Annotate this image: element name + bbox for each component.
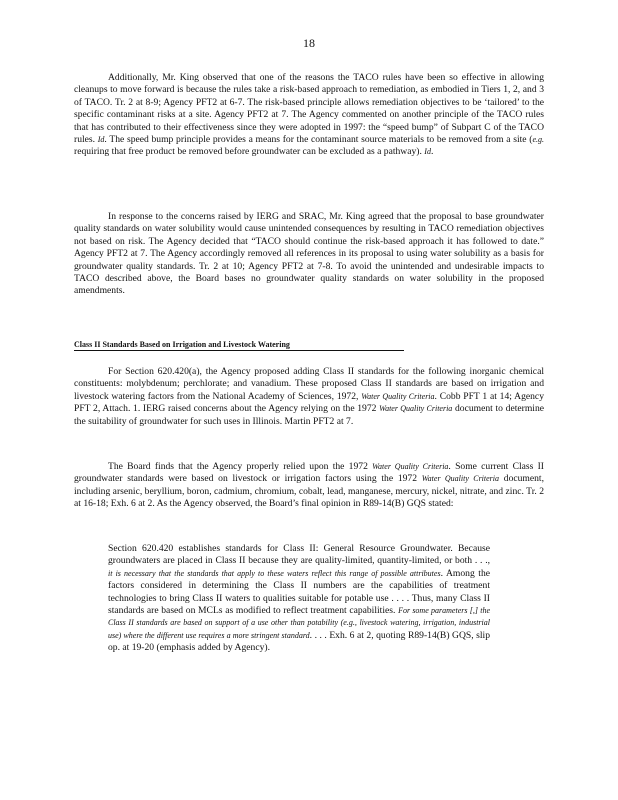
text-run: . Some current Class II groundwater standards were based on livestock or irrigation factors using the 1972 (74, 461, 545, 485)
text-run: . The speed bump principle provides a means for the contaminant source materials to be removed from a site ( (104, 134, 533, 146)
text-run: . Cobb PFT 1 at 14; Agency PFT 2, Attach. 1. IERG raised concerns about the Agency relying on the 1972 (74, 390, 544, 415)
italic-title: Water Quality Criteria (372, 462, 449, 471)
emphasis-text: it is necessary that the standards that apply to these waters reflect this range of possible attributes (108, 568, 441, 578)
emphasis-text: For some parameters [,] the Class II standards are based on support of a use other than potability (e.g., livestock watering, irrigation, industrial use) where the different use requires a more stringent standard (108, 606, 490, 640)
paragraph-taco-effectiveness (74, 72, 544, 159)
text-run: . Among the factors considered in determining the Class II numbers are the capabilities of treatment technologies to bring Class II waters to qualities suitable for potable use . . . . Thus, many Class II standards are based on MCLs as modified to reflect treatment capabilities. (108, 567, 491, 617)
text-run: Section 620.420 establishes standards for Class II: General Resource Groundwater. Because groundwaters are placed in Class II because they are quality-limited, quantity-limited, or both . . ., (108, 543, 490, 567)
text-run: Additionally, Mr. King observed that one of the reasons the TACO rules have been so effective in allowing cleanups to move forward is because the rules take a risk-based approach to remediation, as embodied in Tiers 1, 2, and 3 of TACO. Tr. 2 at 8-9; Agency PFT2 at 6-7. The risk-based principle allows remediation objectives to be ‘tailored’ to the specific contaminant risks at a site. Agency PFT2 at 7. The Agency commented on another principle of the TACO rules that has contributed to their effectiveness since they were adopted in 1997: the “speed bump” of Subpart C of the TACO rules. (74, 72, 544, 146)
text-run: . (430, 146, 434, 158)
text-run: For Section 620.420(a), the Agency proposed adding Class II standards for the following inorganic chemical constituents: molybdenum; perchlorate; and vanadium. These proposed Class II standards are based on irrigation and livestock watering factors from the National Academy of Sciences, 1972, (74, 366, 544, 402)
text-run: . . . . Exh. 6 at 2, quoting R89-14(B) GQS, slip op. at 19-20 (emphasis added by Agency). (108, 629, 490, 654)
section-heading: Class II Standards Based on Irrigation and Livestock Watering (74, 340, 404, 351)
citation-id: Id (424, 147, 431, 157)
italic-title: Water Quality Criteria (361, 391, 435, 401)
text-run: In response to the concerns raised by IERG and SRAC, Mr. King agreed that the proposal to base groundwater quality standards on water solubility would cause unintended consequences by resulting in TACO remediation objectives not based on risk. The Agency decided that “TACO should continue the risk-based approach it has followed to date.” Agency PFT2 at 7. The Agency accordingly removed all references in its proposal to using water solubility as a basis for groundwater quality standards. Tr. 2 at 10; Agency PFT2 at 7-8. To avoid the unintended and undesirable impacts to TACO described above, the Board bases no groundwater quality standards on water solubility in the proposed amendments. (74, 211, 544, 297)
page-number: 18 (303, 36, 315, 50)
paragraph-board-finding (74, 461, 544, 511)
text-run: document to determine the suitability of groundwater for such uses in Illinois. Martin PFT2 at 7. (74, 403, 545, 427)
italic-title: Water Quality Criteria (379, 404, 453, 414)
italic-eg: e.g. (532, 135, 544, 145)
text-run: The Board finds that the Agency properly relied upon the 1972 (108, 461, 373, 472)
italic-title: Water Quality Criteria (421, 474, 500, 484)
paragraph-water-solubility (74, 211, 544, 298)
text-run: document, including arsenic, beryllium, boron, cadmium, chromium, cobalt, lead, manganese, mercury, nickel, nitrate, and zinc. Tr. 2 at 16-18; Exh. 6 at 2. As the Agency observed, the Board’s final opinion in R89-14(B) GQS stated: (74, 473, 544, 510)
text-run: requiring that free product be removed before groundwater can be excluded as a pathway). (74, 146, 425, 158)
citation-id: Id (97, 135, 105, 145)
block-quote (108, 543, 490, 655)
paragraph-section-620-420a (74, 366, 544, 428)
